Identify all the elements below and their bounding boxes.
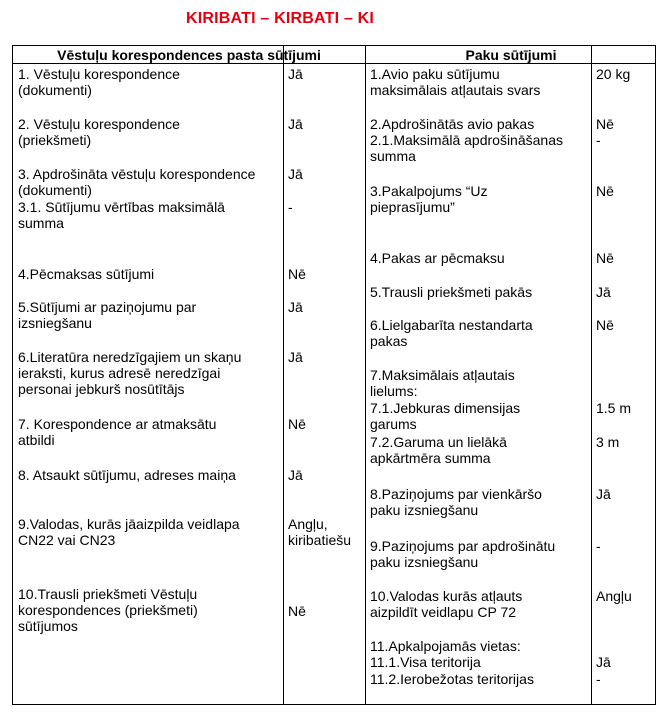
right-row-label: 2.Apdrošinātās avio pakas: [370, 116, 535, 132]
right-row-label: 5.Trausli priekšmeti pakās: [370, 284, 533, 300]
left-row-label: 4.Pēcmaksas sūtījumi: [18, 266, 155, 282]
left-row-value: Jā: [288, 66, 303, 82]
left-row-label: 1. Vēstuļu korespondence (dokumenti): [18, 66, 180, 98]
right-row-value: Nē: [596, 116, 614, 132]
right-row-label: 7.Maksimālais atļautais lielums:: [370, 367, 515, 399]
right-row-value: -: [596, 671, 601, 687]
left-row-value: -: [288, 199, 293, 215]
right-row-label: 8.Paziņojums par vienkāršo paku izsniegšanu: [370, 486, 542, 518]
right-row-label: 1.Avio paku sūtījumu maksimālais atļautais svars: [370, 66, 541, 98]
right-row-label: 11.Apkalpojamās vietas:: [370, 638, 521, 654]
left-row-label: 10.Trausli priekšmeti Vēstuļu korespondences (priekšmeti) sūtījumos: [18, 586, 198, 634]
left-row-value: Nē: [288, 603, 306, 619]
right-row-value: 3 m: [596, 434, 620, 450]
left-row-label: 8. Atsaukt sūtījumu, adreses maiņa: [18, 467, 236, 483]
left-row-value: Jā: [288, 349, 303, 365]
left-row-label: 2. Vēstuļu korespondence (priekšmeti): [18, 116, 180, 148]
right-row-label: 2.1.Maksimālā apdrošināšanas summa: [370, 132, 563, 164]
right-row-label: 11.2.Ierobežotas teritorijas: [370, 671, 534, 687]
left-row-value: Angļu, kiribatiešu: [288, 516, 352, 548]
left-row-value: Jā: [288, 116, 303, 132]
column-divider: [365, 46, 366, 704]
right-column-header: Paku sūtījumi: [465, 47, 557, 63]
right-row-value: -: [596, 538, 601, 554]
right-row-value: -: [596, 132, 601, 148]
right-row-label: 6.Lielgabarīta nestandarta pakas: [370, 317, 533, 349]
left-row-value: Jā: [288, 166, 303, 182]
header-divider: [13, 63, 655, 64]
left-row-label: 6.Literatūra neredzīgajiem un skaņu ieraksti, kurus adresē neredzīgai personai jebkurš nosūtītājs: [18, 349, 242, 397]
right-row-label: 7.2.Garuma un lielākā apkārtmēra summa: [370, 434, 507, 466]
left-row-value: Nē: [288, 416, 306, 432]
left-row-label: 3.1. Sūtījumu vērtības maksimālā summa: [18, 199, 225, 231]
left-row-value: Nē: [288, 266, 306, 282]
right-row-label: 3.Pakalpojums “Uz pieprasījumu”: [370, 183, 488, 215]
right-row-value: Angļu: [596, 588, 632, 604]
right-row-label: 4.Pakas ar pēcmaksu: [370, 250, 505, 266]
left-row-value: Jā: [288, 467, 303, 483]
right-row-value: Nē: [596, 317, 614, 333]
column-divider: [591, 46, 592, 704]
right-row-value: Jā: [596, 486, 611, 502]
left-row-value: Jā: [288, 299, 303, 315]
page-title: KIRIBATI – KIRBATI – KI: [185, 10, 374, 27]
right-row-label: 10.Valodas kurās atļauts aizpildīt veidlapu CP 72: [370, 588, 523, 620]
left-row-label: 5.Sūtījumi ar paziņojumu par izsniegšanu: [18, 299, 197, 331]
left-row-label: 9.Valodas, kurās jāaizpilda veidlapa CN22 vai CN23: [18, 516, 240, 548]
left-column-header: Vēstuļu korespondences pasta sūtījumi: [57, 47, 321, 63]
right-row-value: Jā: [596, 284, 611, 300]
right-row-value: Nē: [596, 183, 614, 199]
services-table: [12, 45, 656, 705]
left-row-label: 7. Korespondence ar atmaksātu atbildi: [18, 416, 217, 448]
right-row-value: Jā: [596, 654, 611, 670]
column-divider: [283, 46, 284, 704]
right-row-value: Nē: [596, 250, 614, 266]
right-row-label: 11.1.Visa teritorija: [370, 654, 481, 670]
right-row-label: 7.1.Jebkuras dimensijas garums: [370, 400, 521, 432]
right-row-value: 1.5 m: [596, 400, 632, 416]
left-row-label: 3. Apdrošināta vēstuļu korespondence (dokumenti): [18, 166, 256, 198]
right-row-value: 20 kg: [596, 66, 631, 82]
right-row-label: 9.Paziņojums par apdrošinātu paku izsniegšanu: [370, 538, 556, 570]
